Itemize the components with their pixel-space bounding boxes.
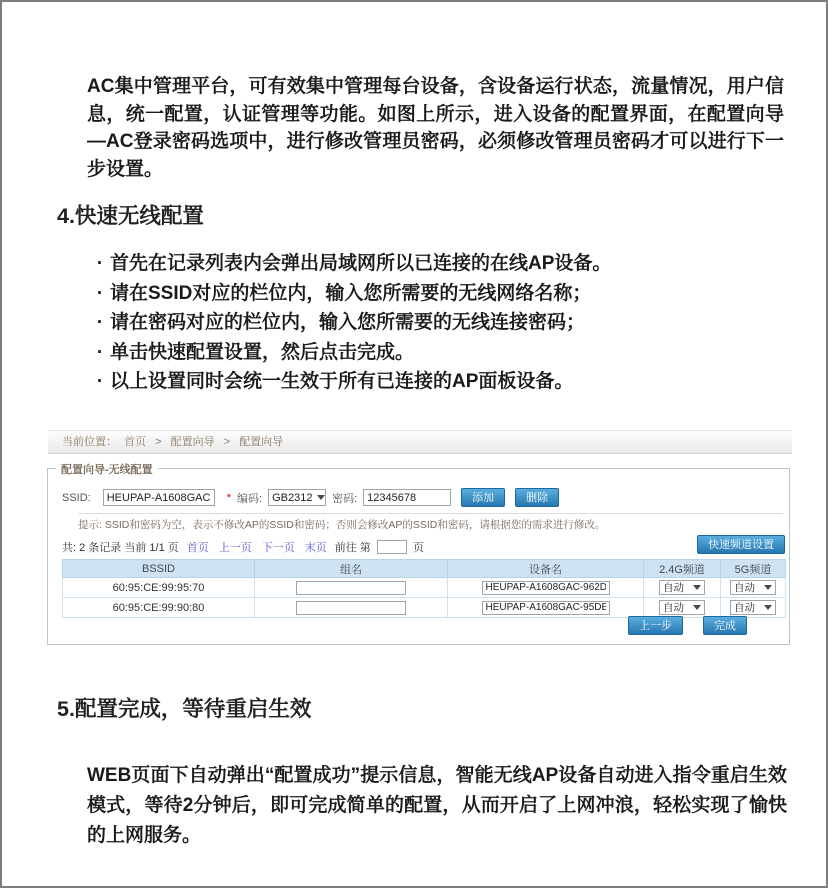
quick-channel-settings-button[interactable]: 快速频道设置 — [697, 535, 785, 554]
device-name-cell — [448, 578, 644, 598]
table-row — [63, 598, 786, 618]
column-header-bssid: BSSID — [63, 560, 255, 578]
bullet-text: 请在SSID对应的栏位内，输入您所需要的无线网络名称； — [110, 282, 592, 304]
bullet-icon: · — [96, 312, 104, 333]
bullet-text: 以上设置同时会统一生效于所有已连接的AP面板设备。 — [110, 371, 574, 392]
divider — [78, 513, 783, 514]
list-item — [90, 308, 611, 338]
delete-button[interactable]: 删除 — [515, 488, 559, 507]
pagination-first-link[interactable]: 首页 — [186, 542, 209, 554]
breadcrumb — [48, 430, 792, 454]
bullet-text: 请在密码对应的栏位内，输入您所需要的无线连接密码； — [110, 312, 586, 333]
device-name-input[interactable] — [482, 581, 610, 595]
column-header-24g-channel: 2.4G频道 — [644, 560, 721, 578]
bullet-text: 单击快速配置设置，然后点击完成。 — [110, 341, 415, 363]
bullet-icon: · — [96, 282, 104, 304]
24g-channel-value: 自动 — [663, 602, 684, 614]
breadcrumb-separator: > — [223, 436, 231, 448]
wireless-config-fieldset — [47, 464, 790, 645]
wizard-footer-buttons — [628, 616, 747, 635]
5g-channel-cell — [721, 598, 786, 618]
ssid-label: SSID: — [62, 491, 91, 504]
section5-heading: 5.配置完成，等待重启生效 — [57, 697, 312, 721]
list-item — [90, 279, 611, 309]
bssid-cell: 60:95:CE:99:90:80 — [63, 598, 255, 618]
pagination-last-link[interactable]: 末页 — [304, 542, 327, 554]
previous-step-button[interactable]: 上一步 — [628, 616, 683, 635]
encoding-select[interactable] — [268, 489, 326, 506]
embedded-screenshot — [47, 430, 792, 648]
pagination-next-link[interactable]: 下一页 — [261, 542, 295, 554]
form-hint-text: 提示: SSID和密码为空，表示不修改AP的SSID和密码；否则会修改AP的SSID和密码，请根据您的需求进行修改。 — [78, 519, 606, 531]
pagination-prev-link[interactable]: 上一页 — [218, 542, 252, 554]
24g-channel-select[interactable] — [659, 580, 705, 595]
5g-channel-select[interactable] — [730, 600, 776, 615]
pagination-bar — [62, 539, 424, 555]
group-name-cell — [255, 598, 448, 618]
intro-paragraph: AC集中管理平台，可有效集中管理每台设备，含设备运行状态，流量情况，用户信息，统一配置，认证管理等功能。如图上所示，进入设备的配置界面，在配置向导—AC登录密码选项中，进行修改管理员密码，必须修改管理员密码才可以进行下一步设置。 — [87, 76, 784, 180]
column-header-5g-channel: 5G频道 — [721, 560, 786, 578]
list-item — [90, 249, 611, 279]
bullet-text: 首先在记录列表内会弹出局域网所以已连接的在线AP设备。 — [110, 253, 612, 274]
bullet-icon: · — [96, 371, 104, 392]
list-item — [90, 367, 611, 397]
chevron-down-icon — [693, 605, 701, 610]
breadcrumb-item-wizard[interactable]: 配置向导 — [170, 436, 215, 448]
bssid-cell: 60:95:CE:99:95:70 — [63, 578, 255, 598]
add-button[interactable]: 添加 — [461, 488, 505, 507]
5g-channel-value: 自动 — [734, 602, 755, 614]
5g-channel-cell — [721, 578, 786, 598]
record-count-text: 共: 2 条记录 当前 1/1 页 — [62, 542, 179, 554]
24g-channel-value: 自动 — [663, 582, 684, 594]
device-name-input[interactable] — [482, 601, 610, 615]
goto-page-suffix: 页 — [412, 542, 424, 554]
ap-device-table — [62, 559, 786, 618]
table-row — [63, 578, 786, 598]
column-header-device-name: 设备名 — [448, 560, 644, 578]
bullet-icon: · — [96, 341, 104, 363]
goto-page-input[interactable] — [377, 540, 407, 554]
breadcrumb-item-home[interactable]: 首页 — [124, 436, 147, 448]
password-input[interactable] — [363, 489, 451, 506]
5g-channel-select[interactable] — [730, 580, 776, 595]
chevron-down-icon — [693, 585, 701, 590]
group-name-cell — [255, 578, 448, 598]
24g-channel-cell — [644, 598, 721, 618]
chevron-down-icon — [317, 495, 325, 500]
section5-paragraph: WEB页面下自动弹出“配置成功”提示信息，智能无线AP设备自动进入指令重启生效模式，等待2分钟后，即可完成简单的配置，从而开启了上网冲浪，轻松实现了愉快的上网服务。 — [87, 765, 787, 846]
finish-button[interactable]: 完成 — [703, 616, 747, 635]
column-header-group-name: 组名 — [255, 560, 448, 578]
breadcrumb-separator: > — [155, 436, 162, 448]
encoding-label: 编码: — [237, 492, 263, 505]
chevron-down-icon — [764, 585, 772, 590]
section4-bullet-list — [90, 249, 611, 397]
bullet-icon: · — [96, 253, 104, 274]
ssid-form-row — [62, 488, 781, 507]
encoding-selected-value: GB2312 — [272, 491, 313, 504]
ssid-input[interactable] — [103, 489, 215, 506]
table-header-row — [63, 560, 786, 578]
list-item — [90, 338, 611, 368]
device-name-cell — [448, 598, 644, 618]
fieldset-legend: 配置向导-无线配置 — [56, 461, 158, 477]
group-name-input[interactable] — [296, 581, 406, 595]
required-mark: * — [226, 491, 232, 504]
breadcrumb-label: 当前位置： — [62, 436, 117, 448]
24g-channel-cell — [644, 578, 721, 598]
goto-page-label: 前往 第 — [334, 542, 371, 554]
5g-channel-value: 自动 — [734, 582, 755, 594]
password-label: 密码: — [332, 492, 358, 505]
group-name-input[interactable] — [296, 601, 406, 615]
chevron-down-icon — [764, 605, 772, 610]
24g-channel-select[interactable] — [659, 600, 705, 615]
breadcrumb-item-wizard-current[interactable]: 配置向导 — [239, 436, 284, 448]
section4-heading: 4.快速无线配置 — [57, 204, 204, 228]
